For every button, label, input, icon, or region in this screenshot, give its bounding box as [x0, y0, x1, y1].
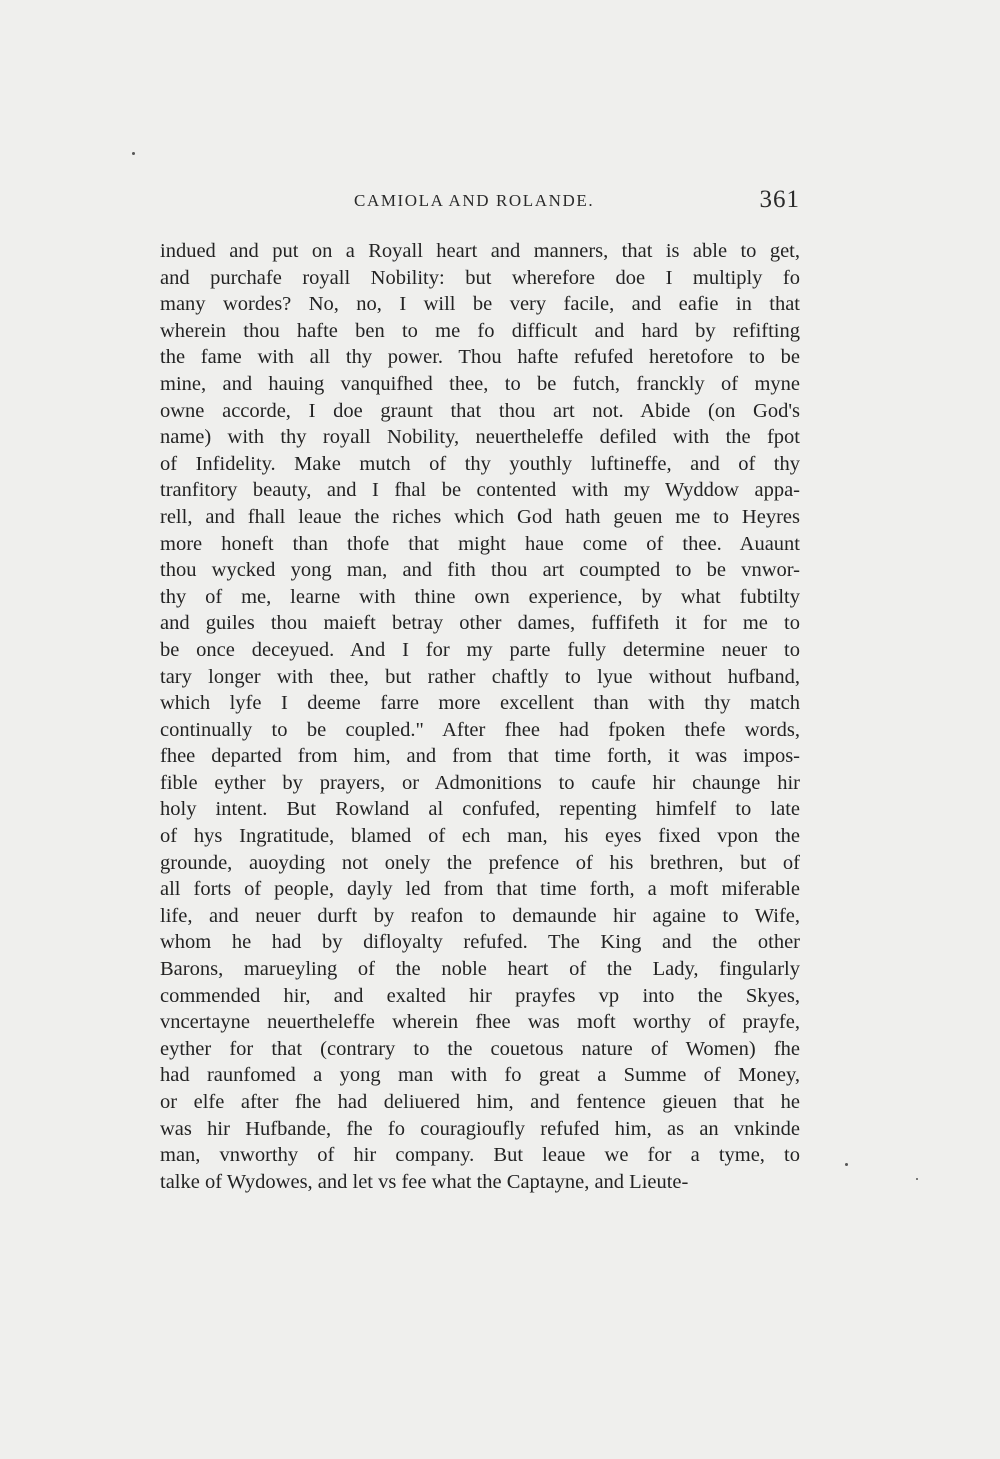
- page-number: 361: [759, 186, 800, 213]
- text-line: tary longer with thee, but rather chaftly to lyue without hufband,: [160, 665, 800, 688]
- text-line: man, vnworthy of hir company. But leaue we for a tyme, to: [160, 1144, 800, 1167]
- text-line: was hir Hufbande, fhe fo couragioufly refufed him, as an vnkinde: [160, 1117, 800, 1140]
- text-line: name) with thy royall Nobility, neuertheleffe defiled with the fpot: [160, 426, 800, 449]
- text-line: thy of me, learne with thine own experience, by what fubtilty: [160, 585, 800, 608]
- text-line: rell, and fhall leaue the riches which God hath geuen me to Heyres: [160, 505, 800, 528]
- text-line: the fame with all thy power. Thou hafte refufed heretofore to be: [160, 346, 800, 369]
- text-line: or elfe after fhe had deliuered him, and fentence gieuen that he: [160, 1091, 800, 1113]
- text-line: be once deceyued. And I for my parte fully determine neuer to: [160, 638, 800, 661]
- text-line: mine, and hauing vanquifhed thee, to be futch, franckly of myne: [160, 372, 800, 395]
- text-line: grounde, auoyding not onely the prefence of his brethren, but of: [160, 851, 800, 874]
- text-line: owne accorde, I doe graunt that thou art not. Abide (on God's: [160, 399, 800, 422]
- text-line: of Infidelity. Make mutch of thy youthly luftineffe, and of thy: [160, 452, 800, 475]
- text-line: and guiles thou maieft betray other dames, fuffifeth it for me to: [160, 612, 800, 635]
- ink-speck: [845, 1163, 848, 1166]
- text-line: many wordes? No, no, I will be very facile, and eafie in that: [160, 293, 800, 316]
- text-line: continually to be coupled." After fhee had fpoken thefe words,: [160, 718, 800, 741]
- text-line: thou wycked yong man, and fith thou art coumpted to be vnwor-: [160, 559, 800, 582]
- text-line: of hys Ingratitude, blamed of ech man, his eyes fixed vpon the: [160, 825, 800, 848]
- page-header: [160, 186, 800, 222]
- text-line: and purchafe royall Nobility: but wherefore doe I multiply fo: [160, 266, 800, 289]
- text-line: more honeft than thofe that might haue come of thee. Auaunt: [160, 532, 800, 555]
- body-text: [160, 238, 800, 1195]
- text-line: indued and put on a Royall heart and manners, that is able to get,: [160, 240, 800, 262]
- text-line: talke of Wydowes, and let vs fee what the Captayne, and Lieute-: [160, 1170, 689, 1193]
- text-line: tranfitory beauty, and I fhal be contented with my Wyddow appa-: [160, 479, 800, 502]
- text-line: all forts of people, dayly led from that time forth, a moft miferable: [160, 878, 800, 901]
- text-line: fible eyther by prayers, or Admonitions to caufe hir chaunge hir: [160, 771, 800, 794]
- text-line: commended hir, and exalted hir prayfes vp into the Skyes,: [160, 984, 800, 1007]
- text-line: holy intent. But Rowland al confufed, repenting himfelf to late: [160, 798, 800, 821]
- running-head: CAMIOLA AND ROLANDE.: [354, 191, 595, 210]
- text-line: eyther for that (contrary to the couetous nature of Women) fhe: [160, 1037, 800, 1060]
- text-line: Barons, marueyling of the noble heart of the Lady, fingularly: [160, 958, 800, 981]
- text-line: life, and neuer durft by reafon to demaunde hir againe to Wife,: [160, 904, 800, 927]
- ink-speck: [916, 1178, 918, 1180]
- ink-speck: [132, 152, 135, 155]
- text-line: had raunfomed a yong man with fo great a Summe of Money,: [160, 1064, 800, 1087]
- text-line: vncertayne neuertheleffe wherein fhee was moft worthy of prayfe,: [160, 1011, 800, 1034]
- text-line: wherein thou hafte ben to me fo difficult and hard by refifting: [160, 319, 800, 342]
- text-line: which lyfe I deeme farre more excellent than with thy match: [160, 692, 800, 715]
- text-line: fhee departed from him, and from that time forth, it was impos-: [160, 745, 800, 768]
- text-line: whom he had by difloyalty refufed. The King and the other: [160, 931, 800, 954]
